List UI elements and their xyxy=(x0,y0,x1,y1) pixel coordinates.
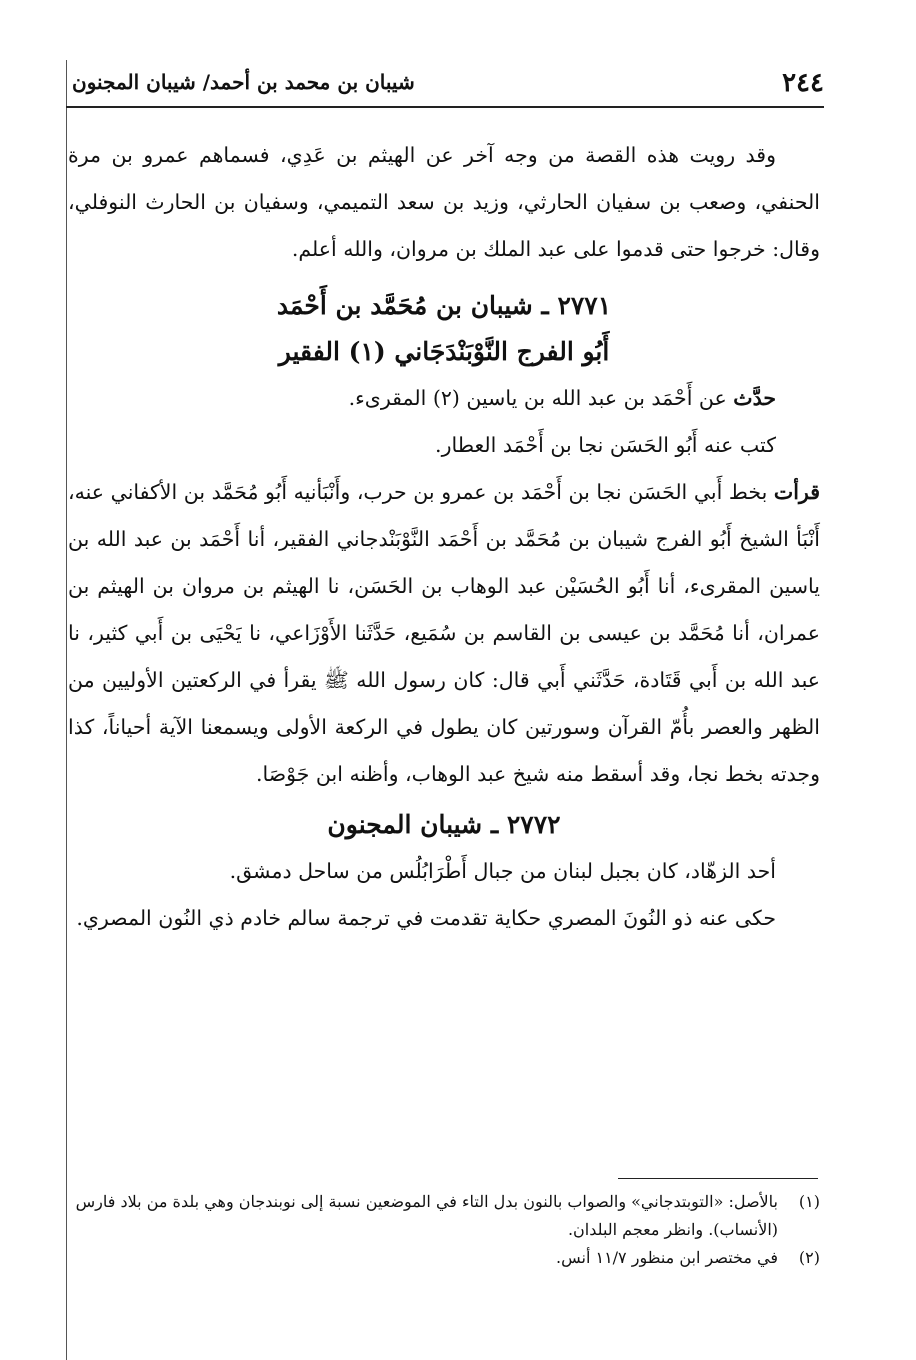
footnote-number: (١) xyxy=(798,1192,820,1211)
entry-2772-title: ٢٧٧٢ ـ شيبان المجنون xyxy=(327,810,561,839)
entry-2771-title-line1: ٢٧٧١ ـ شيبان بن مُحَمَّد بن أَحْمَد xyxy=(276,291,612,320)
footnote-number: (٢) xyxy=(798,1248,820,1267)
lead-word-haddath: حدَّث xyxy=(733,386,776,410)
main-text xyxy=(68,132,820,942)
footnote-text: في مختصر ابن منظور ١١/٧ أنس. xyxy=(556,1248,778,1267)
lead-word-qara-tu: قرأت xyxy=(773,480,820,504)
footnote-text: بالأصل: «التوبتدجاني» والصواب بالنون بدل التاء في الموضعين نسبة إلى نوبندجان وهي بلدة من بلاد فارس (الأنساب). وانظر معجم البلدان. xyxy=(75,1192,778,1239)
paragraph-dhu-al-nun: حكى عنه ذو النُونَ المصري حكاية تقدمت في ترجمة سالم خادم ذي النُون المصري. xyxy=(76,906,776,930)
footnote-2 xyxy=(68,1244,820,1272)
footnotes xyxy=(68,1188,820,1272)
entry-2771-title-line2: أَبُو الفرج النَّوْبَنْدَجَاني (١) الفقير xyxy=(278,337,610,366)
left-margin-rule xyxy=(66,60,67,1360)
running-title: شيبان بن محمد بن أحمد/ شيبان المجنون xyxy=(72,70,415,94)
page-header xyxy=(66,62,824,108)
paragraph-wrote-from-him: كتب عنه أَبُو الحَسَن نجا بن أَحْمَد العطار. xyxy=(435,433,776,457)
paragraph-narrated xyxy=(68,375,820,422)
footnote-separator xyxy=(618,1178,818,1179)
paragraph-ascetic: أحد الزهّاد، كان بجبل لبنان من جبال أَطْرَابُلُس من ساحل دمشق. xyxy=(229,859,776,883)
paragraph-isnad xyxy=(68,469,820,798)
paragraph-narrated-text: عن أَحْمَد بن عبد الله بن ياسين (٢) المقرىء. xyxy=(348,386,734,410)
entry-2771-title xyxy=(68,283,820,375)
footnote-1 xyxy=(68,1188,820,1244)
paragraph-story-variant: وقد رويت هذه القصة من وجه آخر عن الهيثم بن عَدِي، فسماهم عمرو بن مرة الحنفي، وصعب بن سفيان الحارثي، وزيد بن سعد التميمي، وسفيان بن الحارث النوفلي، وقال: خرجوا حتى قدموا على عبد الملك بن مروان، والله أعلم. xyxy=(68,143,820,261)
page-number: ٢٤٤ xyxy=(782,68,824,98)
paragraph-isnad-text: بخط أَبي الحَسَن نجا بن أَحْمَد بن عمرو بن حرب، وأَنْبَأنيه أَبُو مُحَمَّد بن الأكفاني عنه، أَنْبَأ الشيخ أَبُو الفرج شيبان بن مُحَمَّد بن أَحْمَد النَّوْبَنْدجاني الفقير، أنا أَحْمَد بن عبد الله بن ياسين المقرىء، أنا أَبُو الحُسَيْن عبد الوهاب بن الحَسَن، نا الهيثم بن مروان بن الهيثم بن عمران، أنا مُحَمَّد بن عيسى بن القاسم بن سُمَيع، حَدَّثَنا الأَوْزَاعي، نا يَحْيَى بن أَبي كثير، نا عبد الله بن أَبي قَتَادة، حَدَّثَني أَبي قال: كان رسول الله ﷺ يقرأ في الركعتين الأوليين من الظهر والعصر بأُمّ القرآن وسورتين كان يطول في الركعة الأولى ويسمعنا الآية أحياناً، كذا وجدته بخط نجا، وقد أسقط منه شيخ عبد الوهاب، وأظنه ابن جَوْصَا. xyxy=(68,480,820,786)
